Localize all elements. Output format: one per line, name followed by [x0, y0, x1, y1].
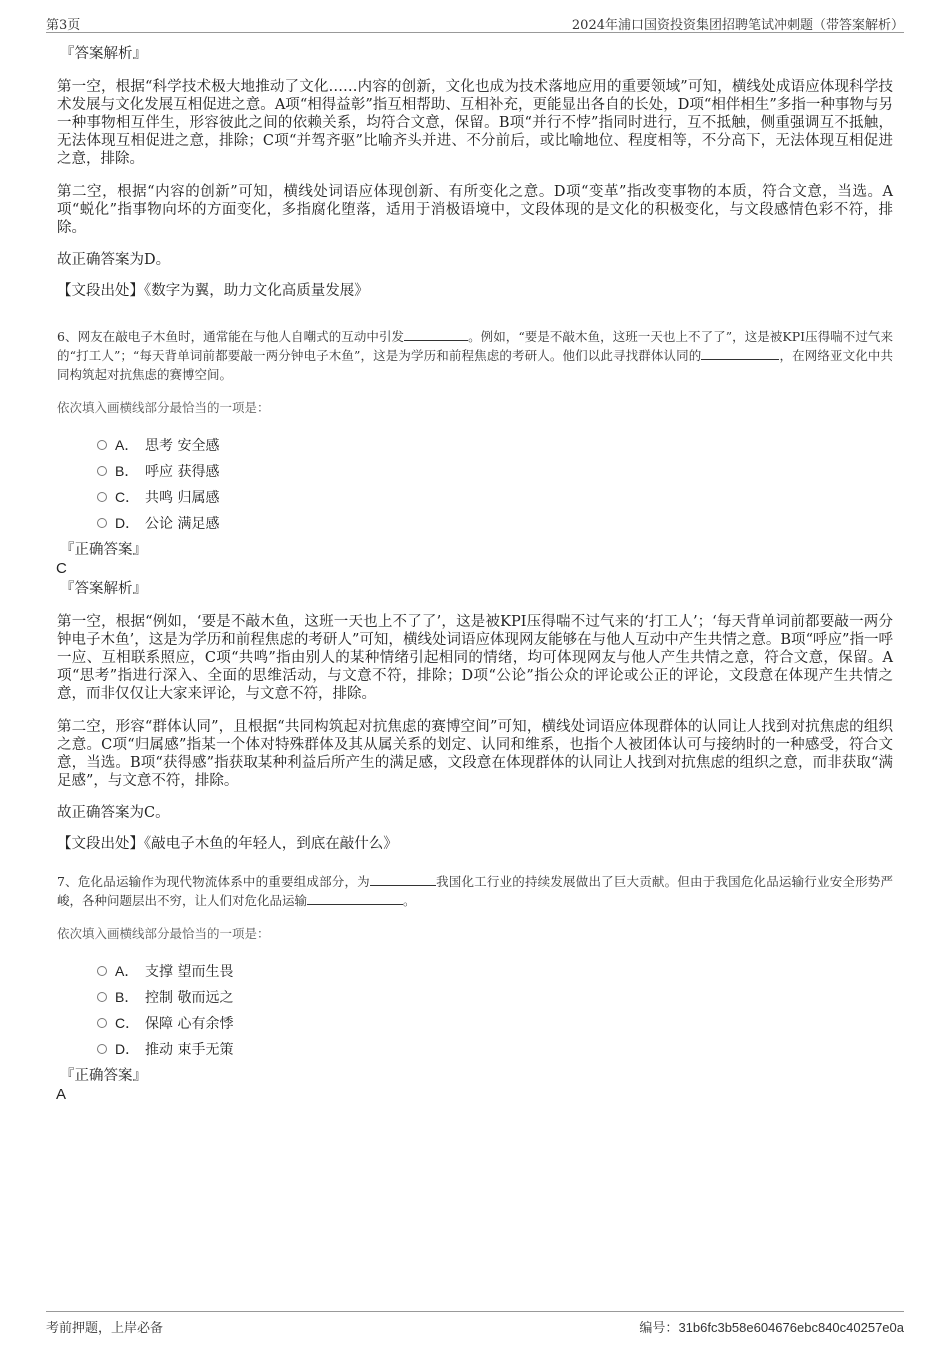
- question-text: 我国化工行业的持续发展做出了巨大贡献。但由于我国危化品运输行业安全形势严峻，各种问题层出不穷，让人们对危化品运输: [57, 874, 893, 908]
- option-a[interactable]: A． 思考 安全感: [97, 432, 893, 458]
- radio-icon[interactable]: [97, 966, 107, 976]
- radio-icon[interactable]: [97, 440, 107, 450]
- question-text: 。例如，“要是不敲木鱼，这班一天也上不了了”，这是被KPI压得喘不过气来的“打工人”；“每天背单词前都要敲一两分钟电子木鱼”，这是为学历和前程焦虑的考研人。他们以此寻找群体认同的: [57, 329, 893, 363]
- source-citation: 【文段出处】《数字为翼，助力文化高质量发展》: [57, 283, 369, 299]
- analysis-paragraph: 第一空，根据“例如，‘要是不敲木鱼，这班一天也上不了了’，这是被KPI压得喘不过气来的‘打工人’；‘每天背单词前都要敲一两分钟电子木鱼’，这是为学历和前程焦虑的考研人”可知，横线处词语应体现网友能够在与他人互动中产生共情之意。B项“呼应”指一呼一应、互相联系照应，C项“共鸣”指由别人的某种情绪引起相同的情绪，均可体现网友与他人产生共情之意，符合文意，保留。A项“思考”指进行深入、全面的思维活动，与文意不符，排除；D项“公论”指公众的评论或公正的评论，文段意在体现产生共情之意，而非仅仅让大家来评论，与文意不符，排除。: [57, 614, 893, 702]
- correct-answer: A: [56, 1086, 67, 1103]
- option-d[interactable]: D． 公论 满足感: [97, 510, 893, 536]
- analysis-label: 『答案解析』: [60, 581, 147, 597]
- radio-icon[interactable]: [97, 1044, 107, 1054]
- radio-icon[interactable]: [97, 492, 107, 502]
- page-header: [46, 10, 904, 33]
- conclusion: 故正确答案为D。: [57, 252, 171, 268]
- radio-icon[interactable]: [97, 466, 107, 476]
- option-c[interactable]: C． 共鸣 归属感: [97, 484, 893, 510]
- analysis-label: 『答案解析』: [60, 46, 147, 62]
- document-code: 编号：31b6fc3b58e604676ebc840c40257e0a: [639, 1320, 904, 1336]
- question-text: 6、网友在敲电子木鱼时，通常能在与他人自嘲式的互动中引发: [57, 329, 405, 344]
- question-prompt: 依次填入画横线部分最恰当的一项是：: [57, 400, 270, 415]
- correct-answer: C: [56, 560, 67, 577]
- option-a[interactable]: A． 支撑 望而生畏: [97, 958, 893, 984]
- radio-icon[interactable]: [97, 518, 107, 528]
- question-text: 。: [403, 893, 416, 908]
- option-b[interactable]: B． 呼应 获得感: [97, 458, 893, 484]
- source-citation: 【文段出处】《敲电子木鱼的年轻人，到底在敲什么》: [57, 836, 398, 852]
- analysis-paragraph: 第一空，根据“科学技术极大地推动了文化……内容的创新，文化也成为技术落地应用的重要领域”可知，横线处成语应体现科学技术发展与文化发展互相促进之意。A项“相得益彰”指互相帮助、互相补充，更能显出各自的长处，D项“相伴相生”多指一种事物与另一种事物相互伴生，形容彼此之间的依赖关系，均符合文意，保留。B项“并行不悖”指同时进行，互不抵触，侧重强调互不抵触，无法体现互相促进之意，排除；C项“并驾齐驱”比喻齐头并进、不分前后，或比喻地位、程度相等，不分高下，无法体现互相促进之意，排除。: [57, 79, 893, 167]
- analysis-paragraph: 第二空，根据“内容的创新”可知，横线处词语应体现创新、有所变化之意。D项“变革”指改变事物的本质，符合文意，当选。A项“蜕化”指事物向坏的方面变化，多指腐化堕落，适用于消极语境中，文段体现的是文化的积极变化，与文段感情色彩不符，排除。: [57, 184, 893, 236]
- analysis-paragraph: 第二空，形容“群体认同”，且根据“共同构筑起对抗焦虑的赛博空间”可知，横线处词语应体现群体的认同让人找到对抗焦虑的组织之意。C项“归属感”指某一个体对特殊群体及其从属关系的划定、认同和维系，也指个人被团体认可与接纳时的一种感受，符合文意，当选。B项“获得感”指获取某种利益后所产生的满足感，文段意在体现群体的认同让人找到对抗焦虑的组织之意，而非获取“满足感”，与文意不符，排除。: [57, 719, 893, 789]
- question-prompt: 依次填入画横线部分最恰当的一项是：: [57, 926, 270, 941]
- option-d[interactable]: D． 推动 束手无策: [97, 1036, 893, 1062]
- page-content: [57, 44, 893, 1103]
- radio-icon[interactable]: [97, 992, 107, 1002]
- answer-label: 『正确答案』: [60, 1068, 147, 1084]
- option-b[interactable]: B． 控制 敬而远之: [97, 984, 893, 1010]
- fill-blank: [370, 873, 436, 886]
- question-stem: [57, 327, 893, 384]
- question-text: ，在网络亚文化中共同构筑起对抗焦虑的赛博空间。: [57, 348, 893, 382]
- fill-blank: [307, 892, 403, 905]
- option-list: [97, 958, 893, 1062]
- option-c[interactable]: C． 保障 心有余悸: [97, 1010, 893, 1036]
- fill-blank: [701, 347, 779, 360]
- page-number: 第3页: [46, 18, 81, 33]
- option-list: [97, 432, 893, 536]
- footer-slogan: 考前押题，上岸必备: [46, 1321, 164, 1336]
- fill-blank: [404, 328, 468, 341]
- question-text: 7、危化品运输作为现代物流体系中的重要组成部分，为: [57, 874, 370, 889]
- question-stem: [57, 872, 893, 910]
- conclusion: 故正确答案为C。: [57, 805, 170, 821]
- document-title: 2024年浦口国资投资集团招聘笔试冲刺题（带答案解析）: [571, 18, 904, 33]
- radio-icon[interactable]: [97, 1018, 107, 1028]
- page-footer: [46, 1311, 904, 1336]
- answer-label: 『正确答案』: [60, 542, 147, 558]
